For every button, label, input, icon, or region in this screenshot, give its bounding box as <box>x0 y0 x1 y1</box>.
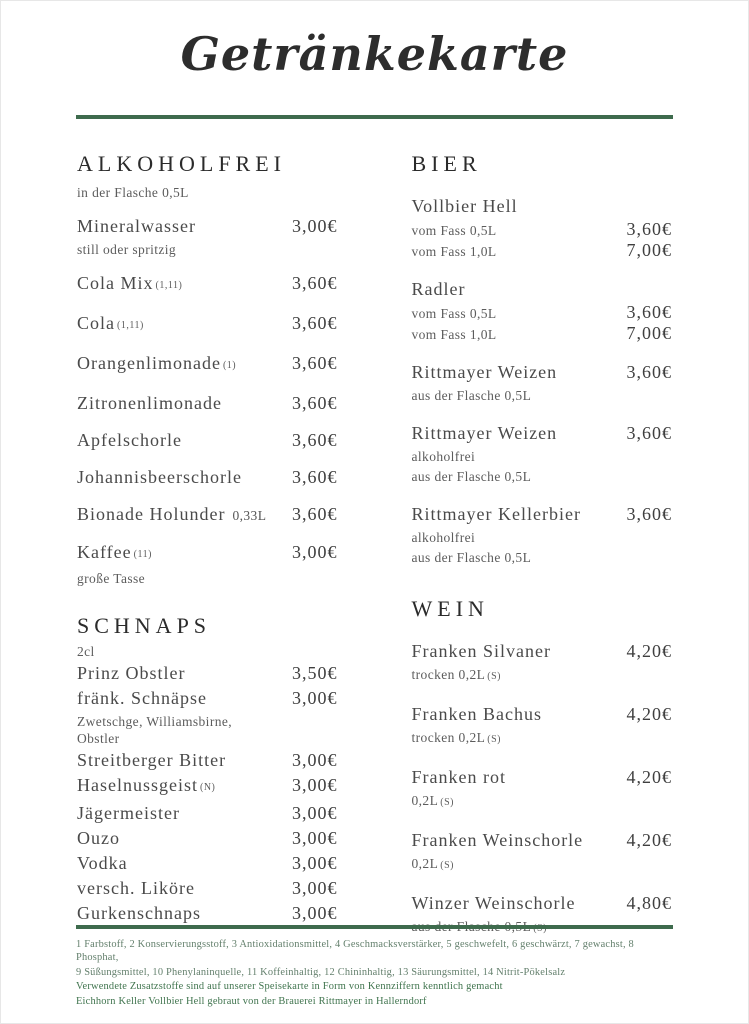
item-name <box>77 392 282 415</box>
menu-item-row <box>412 195 673 218</box>
item-subline-text <box>77 570 145 587</box>
menu-item <box>77 312 338 338</box>
item-price: 3,60€ <box>292 393 338 413</box>
item-name-text: Rittmayer Weizen <box>411 423 558 443</box>
item-subline-note-sup: (S) <box>440 797 454 808</box>
item-name <box>77 662 282 685</box>
item-subline-label: vom Fass 0,5L <box>411 223 497 238</box>
item-name <box>412 829 617 852</box>
item-price: 4,20€ <box>626 830 672 850</box>
item-name <box>77 802 282 825</box>
item-name-text: Cola Mix <box>77 273 154 293</box>
item-name-text: Cola <box>77 313 115 333</box>
item-subline <box>77 713 338 747</box>
item-subline-note-sup: (S) <box>487 734 502 745</box>
item-name <box>412 503 617 526</box>
section-wein <box>412 596 673 937</box>
item-name-text: Franken Silvaner <box>411 641 551 661</box>
menu-item <box>412 361 673 404</box>
menu-item-row <box>77 503 338 527</box>
item-name <box>412 278 673 301</box>
item-name-text: Bionade Holunder <box>77 504 226 524</box>
menu-item-row <box>77 877 338 900</box>
item-price: 3,00€ <box>292 878 338 898</box>
item-subline-price: 7,00€ <box>626 323 672 343</box>
item-name-text: Streitberger Bitter <box>77 750 227 770</box>
item-name <box>77 827 282 850</box>
item-subline-text <box>412 792 454 811</box>
item-name-text: Franken Bachus <box>411 704 542 724</box>
item-price: 3,60€ <box>292 353 338 373</box>
menu-item-row <box>412 766 673 789</box>
item-name <box>77 503 282 527</box>
item-subline-price: 3,60€ <box>626 302 672 322</box>
item-subline <box>412 242 673 260</box>
item-name-text: versch. Liköre <box>77 878 195 898</box>
menu-item <box>412 640 673 685</box>
item-name <box>412 703 617 726</box>
items-wein <box>412 640 673 937</box>
section-heading-wein: WEIN <box>411 596 489 621</box>
item-price: 4,20€ <box>626 767 672 787</box>
item-price: 3,00€ <box>292 828 338 848</box>
menu-item <box>412 422 673 485</box>
item-price: 4,20€ <box>626 704 672 724</box>
item-subline-label: alkoholfrei <box>411 530 476 545</box>
menu-item-row <box>412 361 673 384</box>
menu-footer <box>1 925 748 1011</box>
item-name-text: Vollbier Hell <box>411 196 518 216</box>
item-subline-text <box>412 468 532 485</box>
menu-item <box>77 774 338 800</box>
item-subline-text <box>77 241 176 258</box>
item-price: 3,60€ <box>292 273 338 293</box>
menu-columns <box>1 119 748 937</box>
item-name <box>77 429 282 452</box>
menu-item <box>77 272 338 298</box>
item-name-text: Rittmayer Weizen <box>411 362 558 382</box>
item-name <box>77 466 282 489</box>
section-subheading-alkoholfrei: in der Flasche 0,5L <box>77 185 189 200</box>
item-price: 4,20€ <box>626 641 672 661</box>
menu-item-row <box>412 892 673 915</box>
menu-item-row <box>77 662 338 685</box>
item-subline <box>412 666 673 685</box>
item-price: 3,00€ <box>292 903 338 923</box>
item-subline-label: aus der Flasche 0,5L <box>411 469 532 484</box>
menu-item-row <box>77 774 338 800</box>
item-price: 3,60€ <box>292 430 338 450</box>
item-price: 3,00€ <box>292 803 338 823</box>
item-subline-label: trocken 0,2L <box>411 730 486 745</box>
item-note-sup: (11) <box>133 549 152 560</box>
item-subline-text <box>412 448 476 465</box>
menu-item <box>77 662 338 685</box>
item-price: 3,00€ <box>292 775 338 795</box>
item-price: 3,60€ <box>292 313 338 333</box>
item-name-text: Prinz Obstler <box>77 663 186 683</box>
column-right <box>412 119 673 937</box>
item-price: 3,00€ <box>292 542 338 562</box>
item-subline-label: 0,2L <box>411 856 439 871</box>
menu-item <box>77 541 338 587</box>
menu-item <box>412 503 673 566</box>
item-subline-note-sup: (S) <box>440 860 454 871</box>
item-name-text: Radler <box>411 279 466 299</box>
item-name <box>412 892 617 915</box>
menu-item-row <box>77 827 338 850</box>
item-name-text: Mineralwasser <box>77 216 196 236</box>
item-name-text: Winzer Weinschorle <box>411 893 576 913</box>
item-subline-text <box>412 387 532 404</box>
section-schnaps <box>77 613 338 925</box>
menu-item <box>77 466 338 489</box>
menu-item <box>77 429 338 452</box>
footnote-line-2: 9 Süßungsmittel, 10 Phenylaninquelle, 11 Koffeinhaltig, 12 Chininhaltig, 13 Säurungsmittel, 14 Nitrit-Pökelsalz <box>76 966 566 978</box>
item-note-sup: (N) <box>200 782 216 793</box>
item-subline-label: vom Fass 1,0L <box>411 244 497 259</box>
item-name <box>77 312 282 338</box>
item-price: 3,00€ <box>292 853 338 873</box>
menu-item-row <box>77 802 338 825</box>
item-subline-label: still oder spritzig <box>77 242 177 257</box>
item-price: 3,60€ <box>626 423 672 443</box>
item-subline-text <box>412 222 497 239</box>
item-name <box>412 640 617 663</box>
item-subline <box>412 304 673 322</box>
item-name <box>77 774 282 800</box>
item-name-text: Johannisbeerschorle <box>77 467 242 487</box>
item-subline-label: vom Fass 0,5L <box>411 306 497 321</box>
item-name-text: Orangenlimonade <box>77 353 221 373</box>
item-name-text: Rittmayer Kellerbier <box>411 504 581 524</box>
item-subline-text <box>77 713 267 747</box>
menu-item-row <box>77 312 338 338</box>
item-subline-text <box>412 529 476 546</box>
item-name-text: Franken rot <box>411 767 506 787</box>
menu-item <box>77 802 338 825</box>
item-name-text: Zitronenlimonade <box>77 393 222 413</box>
item-name-text: Franken Weinschorle <box>411 830 584 850</box>
menu-item <box>77 827 338 850</box>
menu-item-row <box>412 640 673 663</box>
item-subline <box>412 448 673 465</box>
bottom-divider <box>76 925 673 929</box>
item-subline <box>412 729 673 748</box>
section-subheading-schnaps: 2cl <box>77 644 95 659</box>
menu-item-row <box>77 687 338 710</box>
item-price: 3,00€ <box>292 750 338 770</box>
menu-item-row <box>412 829 673 852</box>
menu-item-row <box>77 392 338 415</box>
item-subline <box>77 570 338 587</box>
menu-title: Getränkekarte <box>180 27 569 81</box>
menu-item <box>412 703 673 748</box>
menu-item <box>77 352 338 378</box>
item-name-text: Haselnussgeist <box>77 775 198 795</box>
menu-item <box>412 278 673 343</box>
footnote-line-4: Eichhorn Keller Vollbier Hell gebraut von der Brauerei Rittmayer in Hallerndorf <box>76 996 427 1008</box>
item-name <box>77 902 282 925</box>
menu-item-row <box>77 352 338 378</box>
menu-item-row <box>412 503 673 526</box>
menu-item <box>77 392 338 415</box>
item-name-text: Ouzo <box>77 828 120 848</box>
item-subline-label: Zwetschge, Williamsbirne, Obstler <box>77 714 233 746</box>
menu-item-row <box>77 749 338 772</box>
item-subline-text <box>412 549 532 566</box>
item-subline <box>412 855 673 874</box>
section-heading-alkoholfrei: ALKOHOLFREI <box>77 151 286 176</box>
menu-item-row <box>77 902 338 925</box>
footnote-line-3: Verwendete Zusatzstoffe sind auf unserer Speisekarte in Form von Kennziffern kenntlich gemacht <box>76 981 503 993</box>
menu-item <box>77 215 338 258</box>
item-subline-label: große Tasse <box>77 571 146 586</box>
menu-item <box>77 852 338 875</box>
menu-item-row <box>412 422 673 445</box>
menu-item-row <box>77 429 338 452</box>
item-subline <box>412 221 673 239</box>
item-note-sup: (1) <box>222 360 237 371</box>
item-name <box>77 272 282 298</box>
item-subline <box>412 325 673 343</box>
menu-item <box>412 829 673 874</box>
menu-item <box>77 749 338 772</box>
item-name-text: Vodka <box>77 853 128 873</box>
item-name-text: Gurkenschnaps <box>77 903 201 923</box>
item-subline <box>412 529 673 546</box>
item-subline-label: trocken 0,2L <box>411 667 486 682</box>
item-name-text: fränk. Schnäpse <box>77 688 207 708</box>
item-subline-note-sup: (S) <box>487 671 502 682</box>
item-price: 3,60€ <box>292 504 338 524</box>
item-name <box>412 422 617 445</box>
footnote-line-1: 1 Farbstoff, 2 Konservierungsstoff, 3 Antioxidationsmittel, 4 Geschmacksverstärker, 5 geschwefelt, 6 geschwärzt, 7 gewachst, 8 Phosphat, <box>76 939 634 963</box>
item-subline-price: 7,00€ <box>626 240 672 260</box>
item-price: 4,80€ <box>626 893 672 913</box>
item-subline <box>412 792 673 811</box>
section-alkoholfrei <box>77 151 338 587</box>
item-subline-label: aus der Flasche 0,5L <box>411 388 532 403</box>
item-subline-text <box>412 729 502 748</box>
item-subline <box>412 549 673 566</box>
item-price: 3,60€ <box>626 504 672 524</box>
item-name <box>412 766 617 789</box>
menu-item-row <box>412 278 673 301</box>
menu-item <box>412 766 673 811</box>
item-subline-text <box>412 305 497 322</box>
menu-item-row <box>77 215 338 238</box>
item-name-text: Jägermeister <box>77 803 180 823</box>
menu-item-row <box>77 541 338 567</box>
item-note-sup: (1,11) <box>117 320 144 331</box>
item-subline-price: 3,60€ <box>626 219 672 239</box>
item-note-sup: (1,11) <box>155 280 183 291</box>
item-name <box>77 215 282 238</box>
item-subline <box>412 387 673 404</box>
item-subline-label: aus der Flasche 0,5L <box>411 550 532 565</box>
menu-item <box>77 902 338 925</box>
item-price: 3,60€ <box>626 362 672 382</box>
item-subline-label: alkoholfrei <box>411 449 476 464</box>
item-price: 3,60€ <box>292 467 338 487</box>
items-alkoholfrei <box>77 215 338 587</box>
section-bier <box>412 151 673 566</box>
item-name <box>77 687 282 710</box>
item-name-text: Kaffee <box>77 542 132 562</box>
column-left <box>77 119 338 937</box>
menu-item <box>77 877 338 900</box>
section-heading-bier: BIER <box>411 151 482 176</box>
menu-item <box>77 687 338 747</box>
item-subline <box>412 468 673 485</box>
item-subline-label: vom Fass 1,0L <box>411 327 497 342</box>
item-name <box>77 877 282 900</box>
items-schnaps <box>77 662 338 925</box>
menu-item-row <box>412 703 673 726</box>
menu-item <box>412 195 673 260</box>
item-subline <box>77 241 338 258</box>
menu-item <box>77 503 338 527</box>
item-name <box>77 541 282 567</box>
item-subline-text <box>412 666 502 685</box>
item-name <box>77 352 282 378</box>
item-subline-text <box>412 326 497 343</box>
item-name <box>412 195 673 218</box>
item-name <box>77 749 282 772</box>
section-heading-schnaps: SCHNAPS <box>77 613 212 638</box>
item-price: 3,00€ <box>292 688 338 708</box>
menu-item-row <box>77 272 338 298</box>
item-subline-text <box>412 243 497 260</box>
item-price: 3,00€ <box>292 216 338 236</box>
menu-item-row <box>77 852 338 875</box>
item-name-text: Apfelschorle <box>77 430 182 450</box>
items-bier <box>412 195 673 566</box>
item-name <box>412 361 617 384</box>
item-price: 3,50€ <box>292 663 338 683</box>
item-size: 0,33L <box>232 508 267 523</box>
item-subline-label: 0,2L <box>411 793 439 808</box>
item-subline-text <box>412 855 454 874</box>
item-name <box>77 852 282 875</box>
menu-item-row <box>77 466 338 489</box>
